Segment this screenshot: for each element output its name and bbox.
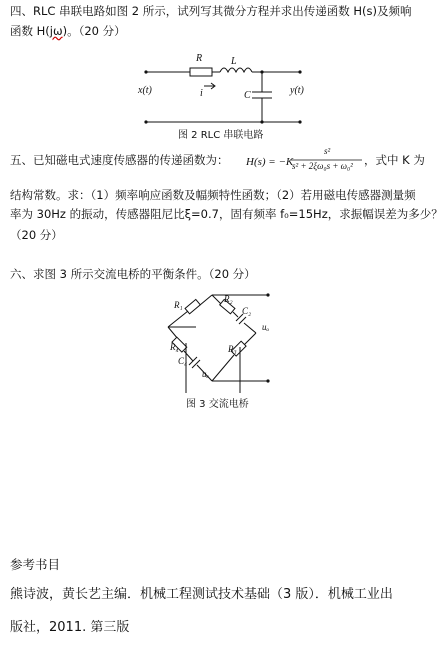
q4-line1: 四、RLC 串联电路如图 2 所示，试列写其微分方程并求出传递函数 H(s)及频响 bbox=[10, 4, 412, 18]
label-R: R bbox=[196, 53, 203, 64]
q5-line2: 结构常数。求：（1）频率响应函数及幅频特性函数；（2）若用磁电传感器测量频 bbox=[10, 188, 416, 202]
label-C4: C₄ bbox=[178, 356, 188, 366]
label-xt: x(t) bbox=[138, 85, 152, 96]
q5-lead: 五、已知磁电式速度传感器的传递函数为： bbox=[10, 153, 229, 167]
references-heading: 参考书目 bbox=[10, 557, 61, 572]
q5-formula-num: s² bbox=[324, 146, 331, 156]
references-line1: 熊诗波，黄长艺主编．机械工程测试技术基础（3 版）．机械工业出 bbox=[10, 587, 393, 602]
label-ue: uₑ bbox=[202, 369, 209, 379]
label-R1: R₁ bbox=[174, 300, 183, 310]
q4-line2-suffix: )。（20 分） bbox=[62, 24, 126, 38]
ac-bridge-diagram bbox=[0, 285, 444, 405]
label-C: C bbox=[244, 90, 251, 101]
label-uo: uₒ bbox=[262, 322, 270, 332]
q4-jw: jω bbox=[49, 24, 63, 38]
label-C2: C₂ bbox=[242, 306, 252, 316]
figure2-caption: 图 2 RLC 串联电路 bbox=[178, 130, 264, 141]
figure3-caption: 图 3 交流电桥 bbox=[186, 399, 249, 410]
label-R3: R₃ bbox=[228, 344, 237, 354]
q5-formula-lhs: H(s) = −K bbox=[246, 156, 294, 168]
references-line2: 版社，2011. 第三版 bbox=[10, 620, 130, 635]
label-yt: y(t) bbox=[290, 85, 304, 96]
q4-line2-prefix: 函数 H( bbox=[10, 24, 50, 38]
q5-line3: 率为 30Hz 的振动，传感器阻尼比ξ=0.7，固有频率 f₀=15Hz，求振幅误差为多少？ bbox=[10, 207, 443, 221]
q5-formula-den: s² + 2ξω₀s + ω₀² bbox=[292, 161, 353, 171]
label-i: i bbox=[200, 88, 203, 99]
label-R2: R₂ bbox=[224, 294, 233, 304]
q6-line1: 六、求图 3 所示交流电桥的平衡条件。（20 分） bbox=[10, 267, 256, 281]
q5-line4: （20 分） bbox=[10, 228, 63, 242]
q4-line2 bbox=[10, 22, 126, 41]
q5-formula-tail: ，式中 K 为 bbox=[364, 153, 425, 167]
label-R4: R₄ bbox=[170, 342, 179, 352]
label-L: L bbox=[231, 56, 237, 67]
